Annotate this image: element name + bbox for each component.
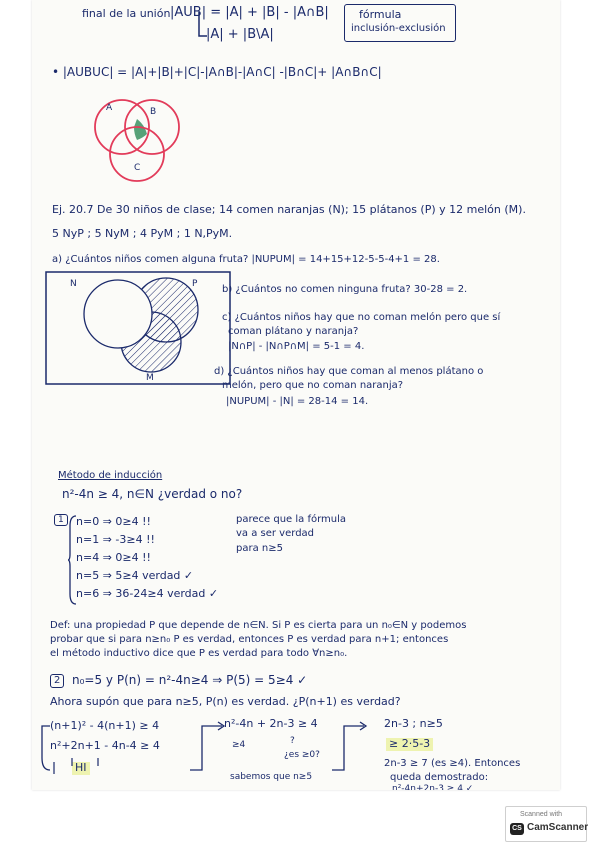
question-d-line2: melón, pero que no coman naranja? [222, 380, 404, 391]
case-item: n=1 ⇒ -3≥4 !! [76, 533, 155, 546]
case-item: n=4 ⇒ 0≥4 !! [76, 551, 151, 564]
example-statement: Ej. 20.7 De 30 niños de clase; 14 comen naranjas (N); 15 plátanos (P) y 12 melón (M). [52, 203, 526, 216]
induction-hypothesis: Ahora supón que para n≥5, P(n) es verdad. ¿P(n+1) es verdad? [50, 695, 401, 708]
answer-c: |N∩P| - |N∩P∩M| = 5-1 = 4. [228, 341, 365, 352]
definition-line-1: Def: una propiedad P que depende de n∈N. Si P es cierta para un n₀∈N y podemos [50, 620, 467, 631]
right-line-4: queda demostrado: [390, 772, 489, 783]
induction-title: Método de inducción [58, 470, 163, 481]
arrow-to-right [330, 716, 370, 776]
right-line-1: 2n-3 ; n≥5 [384, 717, 443, 730]
case-item: n=5 ⇒ 5≥4 verdad ✓ [76, 569, 194, 582]
step-1-badge: 1 [54, 514, 68, 526]
union-formula-alt: |A| + |B\A| [206, 27, 274, 42]
step-2-badge: 2 [50, 674, 64, 688]
venn-p-label: P [192, 279, 198, 289]
venn-n-label: N [70, 279, 77, 289]
middle-ge4: ≥4 [232, 740, 246, 750]
hypothesis-tag: HI [72, 762, 90, 775]
union-formula: |AUB| = |A| + |B| - |A∩B| [170, 5, 329, 20]
three-set-formula: • |AUBUC| = |A|+|B|+|C|-|A∩B|-|A∩C| -|B∩C|+ |A∩B∩C| [52, 65, 382, 79]
venn-b-label: B [150, 107, 157, 117]
case-item: n=6 ⇒ 36-24≥4 verdad ✓ [76, 587, 219, 600]
definition-line-2: probar que si para n≥n₀ P es verdad, entonces P es verdad para n+1; entonces [50, 634, 449, 645]
hypothesis-arrows [50, 756, 110, 776]
formula-label: fórmula [359, 8, 402, 21]
union-heading: final de la unión [82, 7, 171, 20]
middle-inequality: n²-4n + 2n-3 ≥ 4 [224, 717, 318, 730]
venn-a-label: A [106, 103, 113, 113]
induction-note-2: va a ser verdad [236, 528, 315, 539]
middle-question-mark: ? [290, 736, 295, 746]
middle-question: ¿es ≥0? [284, 750, 320, 760]
right-line-3: 2n-3 ≥ 7 (es ≥4). Entonces [384, 758, 521, 769]
arrow-to-middle [188, 716, 228, 776]
question-a: a) ¿Cuántos niños comen alguna fruta? |NUPUM| = 14+15+12-5-5-4+1 = 28. [52, 254, 440, 265]
middle-known: sabemos que n≥5 [230, 772, 313, 782]
camscanner-logo-icon: CS [510, 823, 524, 835]
camscanner-brand: CamScanner [527, 822, 589, 833]
inclusion-exclusion-label: inclusión-exclusión [351, 22, 446, 34]
fruit-venn-diagram [46, 272, 230, 384]
expand-line-2: n²+2n+1 - 4n-4 ≥ 4 [50, 739, 160, 752]
formula-name-box [344, 4, 456, 42]
answer-d: |NUPUM| - |N| = 28-14 = 14. [226, 396, 369, 407]
camscanner-badge [505, 806, 587, 842]
right-line-2: ≥ 2·5-3 [386, 738, 433, 751]
scanned-with-label: Scanned with [520, 811, 563, 818]
small-venn-diagram [92, 92, 202, 192]
induction-note-3: para n≥5 [236, 543, 283, 554]
step-2-statement: n₀=5 y P(n) = n²-4n≥4 ⇒ P(5) = 5≥4 ✓ [72, 673, 308, 687]
example-intersections: 5 NyP ; 5 NyM ; 4 PyM ; 1 N,PyM. [52, 227, 233, 240]
question-d-line1: d) ¿Cuántos niños hay que coman al menos plátano o [214, 366, 484, 377]
question-c-line2: coman plátano y naranja? [228, 326, 359, 337]
induction-note-1: parece que la fórmula [236, 514, 347, 525]
case-item: n=0 ⇒ 0≥4 !! [76, 515, 151, 528]
induction-question: n²-4n ≥ 4, n∈N ¿verdad o no? [62, 487, 243, 501]
expand-line-1: (n+1)² - 4(n+1) ≥ 4 [50, 719, 160, 732]
definition-line-3: el método inductivo dice que P es verdad para todo ∀n≥n₀. [50, 648, 348, 659]
question-b: b) ¿Cuántos no comen ninguna fruta? 30-28 = 2. [222, 284, 468, 295]
question-c-line1: c) ¿Cuántos niños hay que no coman melón pero que sí [222, 312, 501, 323]
venn-m-label: M [146, 373, 154, 383]
right-line-5: n²-4n+2n-3 ≥ 4 ✓ [392, 784, 474, 790]
venn-c-label: C [134, 163, 141, 173]
brace-connector [193, 10, 213, 40]
